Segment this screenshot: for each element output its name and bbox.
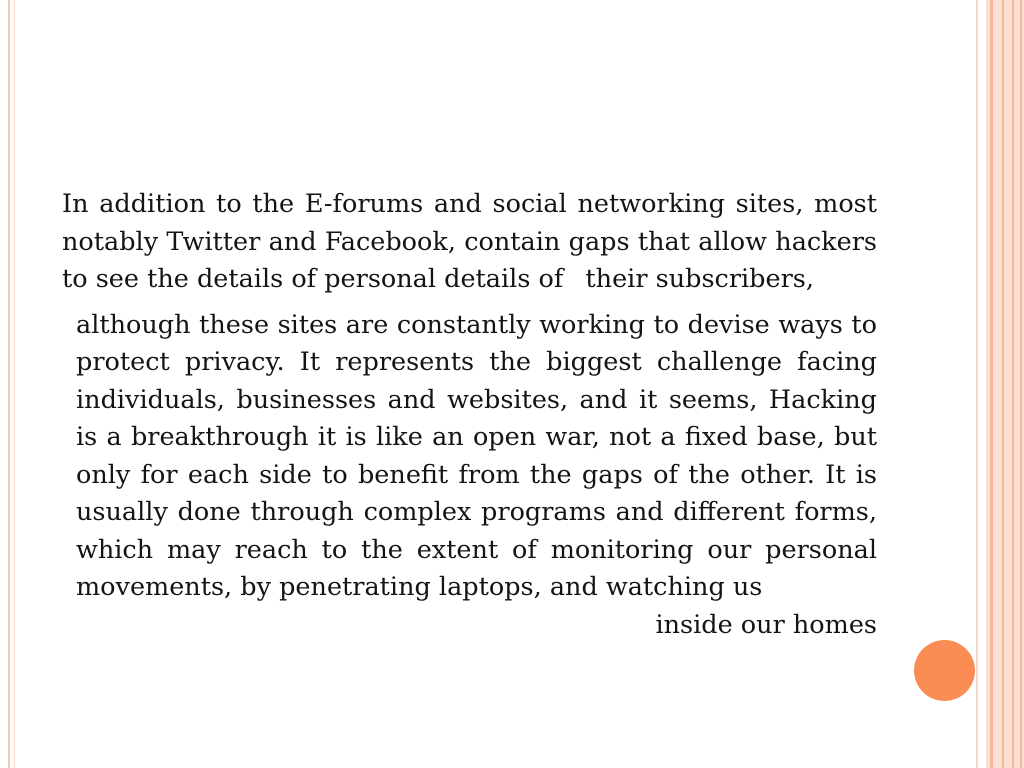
paragraph-1-body: In addition to the E-forums and social networking sites, most notably Twitter and Facebook, contain gaps that allow hackers to see the details of personal details of <box>62 189 877 294</box>
paragraph-2 <box>62 307 877 645</box>
right-border-line <box>976 0 978 768</box>
slide-body <box>62 186 877 644</box>
right-border-stripe <box>990 0 993 768</box>
paragraph-2-body: although these sites are constantly working to devise ways to protect privacy. It represents the biggest challenge facing individuals, businesses and websites, and it seems, Hacking is a breakthrough it is like an open war, not a fixed base, but only for each side to benefit from the gaps of the other. It is usually done through complex programs and different forms, which may reach to the extent of monitoring our personal movements, by penetrating laptops, and watching us <box>76 309 877 602</box>
decorative-circle <box>914 640 975 701</box>
paragraph-1-tail: their subscribers, <box>585 264 814 294</box>
paragraph-2-tail: inside our homes <box>655 609 877 640</box>
right-border-stripe <box>1002 0 1004 768</box>
paragraph-1 <box>62 186 877 299</box>
left-border-line <box>8 0 10 768</box>
left-border-line-inner <box>14 0 15 768</box>
right-border-stripe <box>1012 0 1014 768</box>
right-border-stripe <box>1020 0 1022 768</box>
